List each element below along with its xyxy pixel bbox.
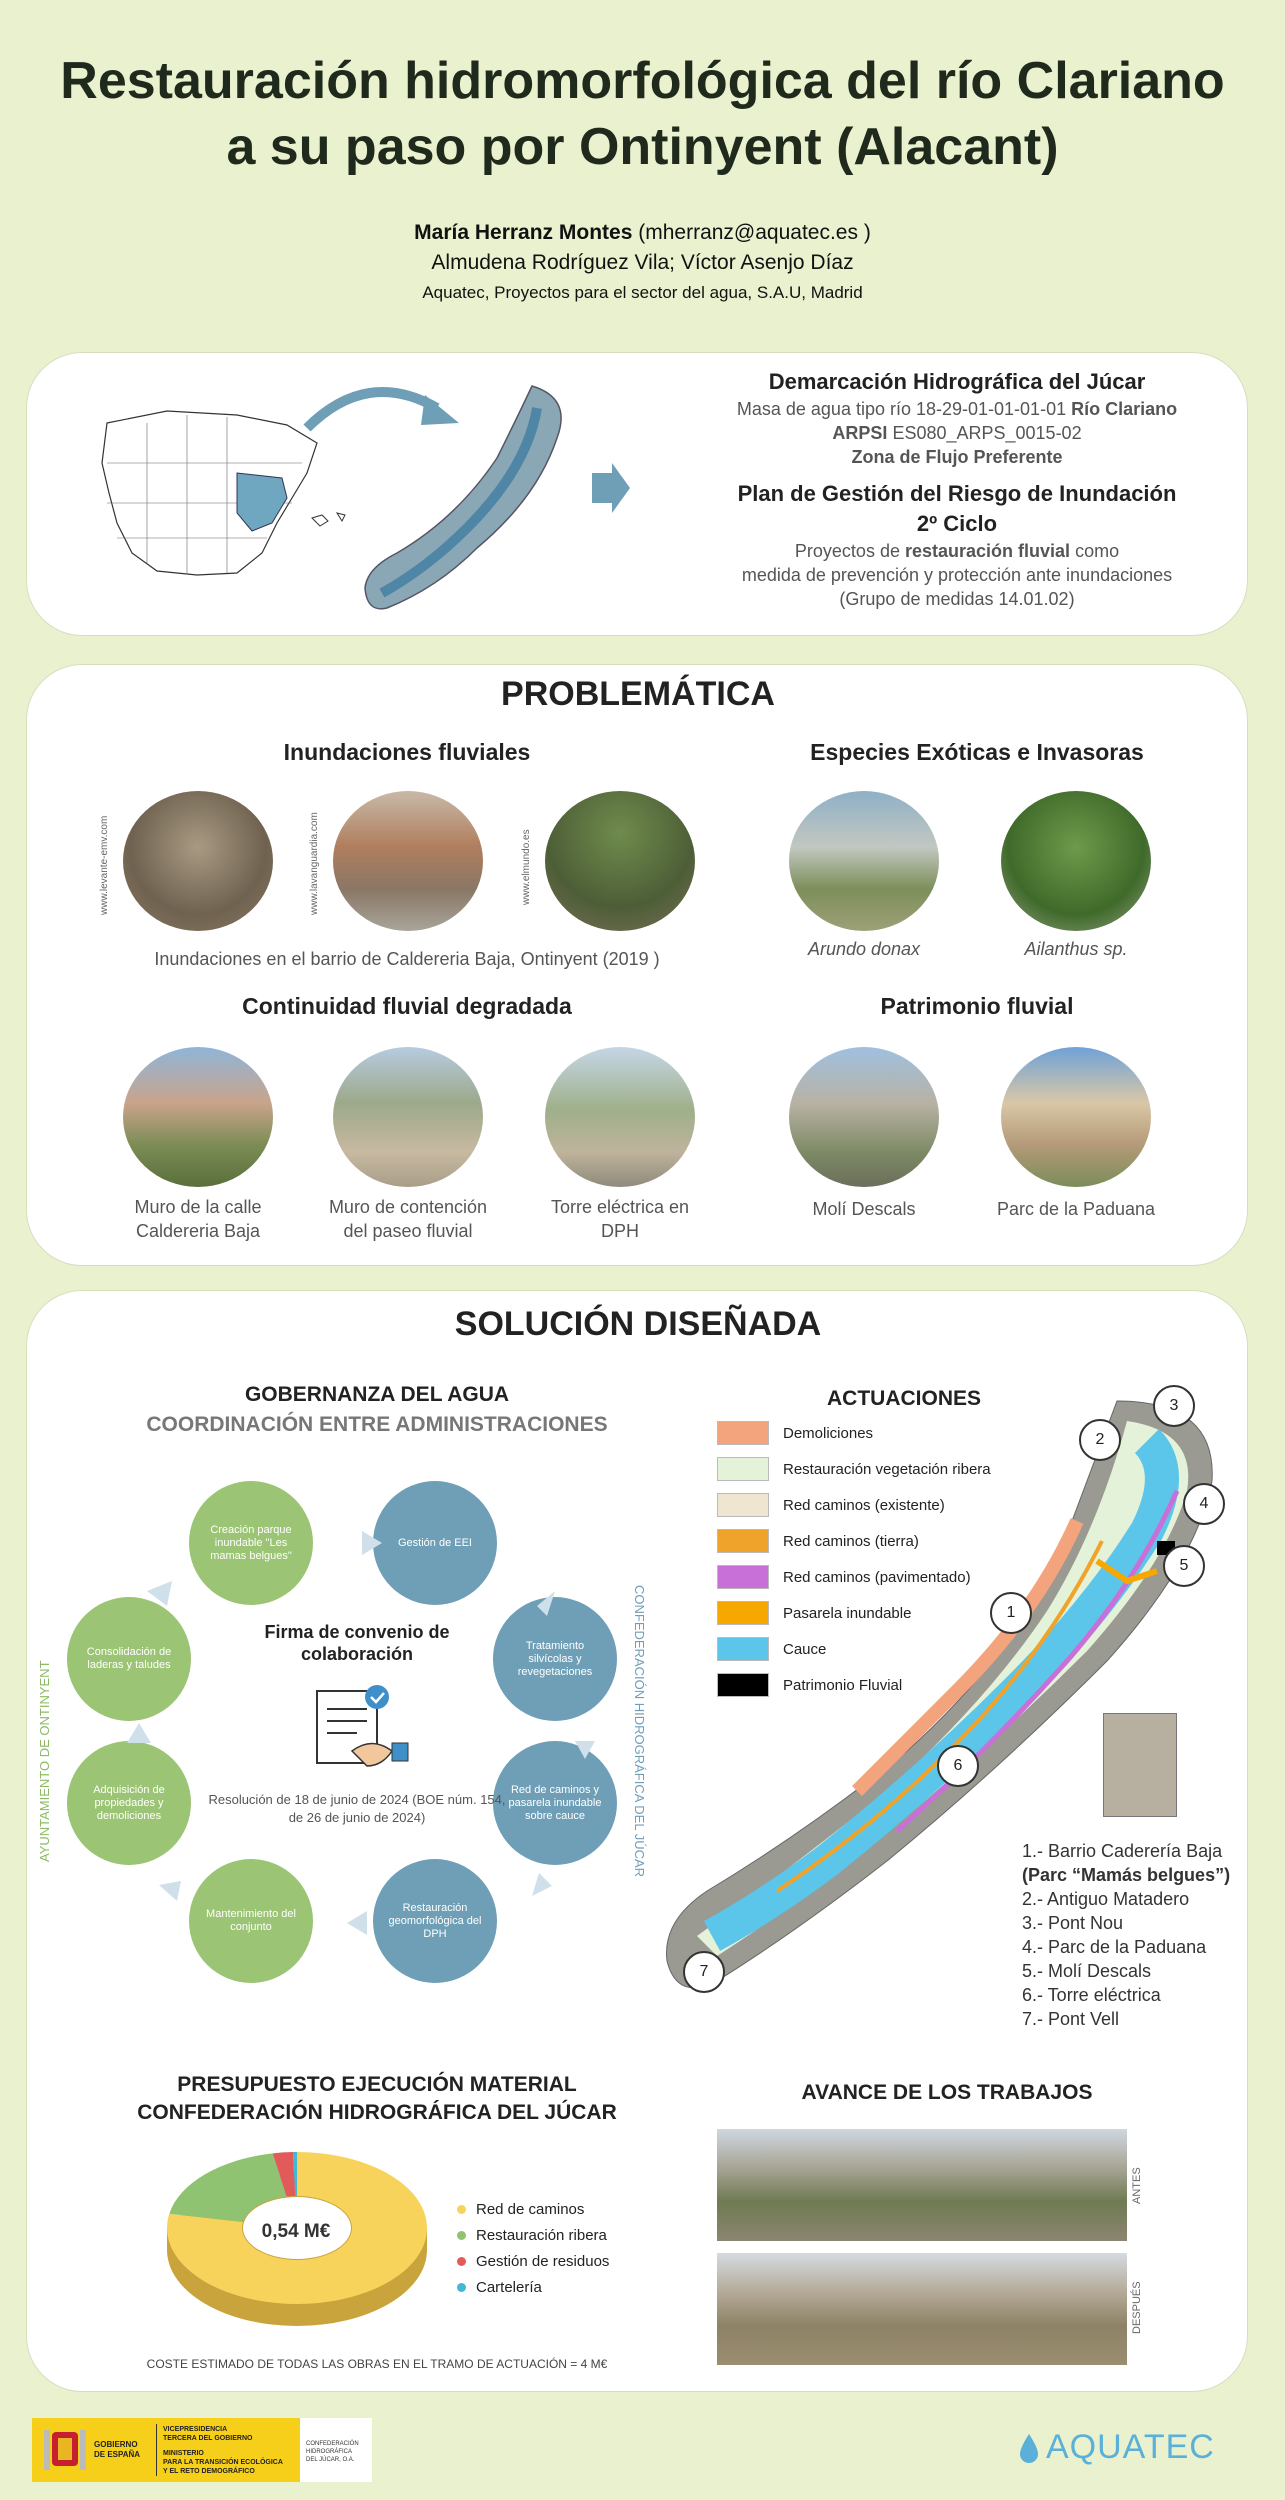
presupuesto-title xyxy=(87,2071,667,2127)
continuidad-item-1-line1: Muro de la calle xyxy=(134,1197,262,1217)
masa-name: Río Clariano xyxy=(1071,399,1178,419)
despues-photo xyxy=(717,2253,1127,2365)
legend-label: Patrimonio Fluvial xyxy=(783,1676,903,1694)
especies-title: Especies Exóticas e Invasoras xyxy=(810,739,1144,765)
legend-label: Red caminos (pavimentado) xyxy=(783,1568,971,1586)
legend-label: Demoliciones xyxy=(783,1424,874,1442)
place-3: 3.- Pont Nou xyxy=(1022,1913,1124,1933)
gobierno-text xyxy=(94,2440,150,2460)
continuidad-item-2 xyxy=(313,1195,503,1243)
legend-dot xyxy=(457,2205,466,2214)
inundaciones-title: Inundaciones fluviales xyxy=(283,739,531,765)
solucion-title: SOLUCIÓN DISEÑADA xyxy=(454,1305,822,1343)
places-list xyxy=(1022,1839,1242,2031)
arundo-photo xyxy=(789,791,939,931)
min-line-3: Y EL RETO DEMOGRÁFICO xyxy=(163,2467,255,2475)
donut-legend-item-2 xyxy=(457,2222,677,2248)
ayuntamiento-label: AYUNTAMIENTO DE ONTINYENT xyxy=(37,1660,52,1862)
water-drop-icon xyxy=(1018,2432,1040,2464)
plan-text-1c: como xyxy=(1075,541,1120,561)
paduana-photo xyxy=(1001,1047,1151,1187)
plan-text-1a: Proyectos de xyxy=(794,541,900,561)
intro-text xyxy=(667,367,1247,611)
place-6: 6.- Torre eléctrica xyxy=(1022,1985,1161,2005)
legend-label: Red caminos (tierra) xyxy=(783,1532,919,1550)
poster-title xyxy=(0,48,1285,180)
antes-label: ANTES xyxy=(1131,2167,1143,2205)
place-5: 5.- Molí Descals xyxy=(1022,1961,1152,1981)
map-marker-3: 3 xyxy=(1153,1385,1195,1427)
place-1: 1.- Barrio Caderería Baja xyxy=(1022,1841,1223,1861)
continuidad-item-3-line1: Torre eléctrica en xyxy=(550,1197,690,1217)
gobernanza-title: GOBERNANZA DEL AGUA xyxy=(244,1383,510,1406)
donut-legend-item-4 xyxy=(457,2274,677,2300)
divider xyxy=(156,2424,157,2476)
photo-credit-1: www.levante-emv.com xyxy=(99,815,110,915)
gobernanza-subtitle: COORDINACIÓN ENTRE ADMINISTRACIONES xyxy=(146,1413,608,1436)
actuaciones-title: ACTUACIONES xyxy=(827,1387,982,1410)
chj-line-3: DEL JÚCAR, O.A. xyxy=(306,2457,355,2463)
map-marker-1: 1 xyxy=(990,1592,1032,1634)
donut-legend-label: Red de caminos xyxy=(476,2200,585,2218)
title-line-2: a su paso por Ontinyent (Alacant) xyxy=(226,118,1059,176)
map-marker-4: 4 xyxy=(1183,1483,1225,1525)
authors-block xyxy=(0,218,1285,308)
place-2: 2.- Antiguo Matadero xyxy=(1022,1889,1190,1909)
cycle-node-consolidacion: Consolidación de laderas y taludes xyxy=(67,1597,191,1721)
legend-label: Restauración vegetación ribera xyxy=(783,1460,991,1478)
map-marker-6: 6 xyxy=(937,1745,979,1787)
cycle-node-tratamiento: Tratamiento silvícolas y revegetaciones xyxy=(493,1597,617,1721)
arpsi-line xyxy=(667,421,1247,445)
coat-of-arms-icon xyxy=(40,2422,90,2478)
continuidad-item-1 xyxy=(103,1195,293,1243)
patrimonio-title: Patrimonio fluvial xyxy=(880,993,1074,1019)
patrimonio-item-1: Molí Descals xyxy=(812,1199,916,1219)
moli-photo xyxy=(789,1047,939,1187)
muro-contencion-photo xyxy=(333,1047,483,1187)
aquatec-brand: AQUATEC xyxy=(1046,2428,1215,2466)
other-authors: Almudena Rodríguez Vila; Víctor Asenjo Díaz xyxy=(431,251,854,274)
budget-donut-chart xyxy=(157,2146,437,2346)
donut-legend-label: Gestión de residuos xyxy=(476,2252,610,2270)
presupuesto-title-2: CONFEDERACIÓN HIDROGRÁFICA DEL JÚCAR xyxy=(137,2101,617,2124)
continuidad-item-2-line1: Muro de contención xyxy=(328,1197,488,1217)
despues-label: DESPUÉS xyxy=(1131,2281,1143,2335)
legend-label: Pasarela inundable xyxy=(783,1604,912,1622)
ministerio-text xyxy=(163,2425,283,2476)
demarcacion-title: Demarcación Hidrográfica del Júcar xyxy=(768,369,1146,394)
chj-line-1: CONFEDERACIÓN xyxy=(306,2441,359,2447)
firma-text: Firma de convenio de colaboración xyxy=(264,1622,450,1664)
continuidad-title: Continuidad fluvial degradada xyxy=(242,993,572,1019)
affiliation: Aquatec, Proyectos para el sector del agua, S.A.U, Madrid xyxy=(422,283,863,302)
cycle-node-eei: Gestión de EEI xyxy=(373,1481,497,1605)
aquatec-logo xyxy=(1018,2428,1215,2467)
especie-2: Ailanthus sp. xyxy=(1024,939,1128,959)
presupuesto-title-1: PRESUPUESTO EJECUCIÓN MATERIAL xyxy=(177,2073,577,2096)
plan-text-3: (Grupo de medidas 14.01.02) xyxy=(839,589,1075,609)
flood-photo-2 xyxy=(333,791,483,931)
plan-text-2: medida de prevención y protección ante inundaciones xyxy=(741,565,1173,585)
title-line-1: Restauración hidromorfológica del río Clariano xyxy=(60,52,1225,110)
cycle-node-mantenimiento: Mantenimiento del conjunto xyxy=(189,1859,313,1983)
problematica-panel xyxy=(26,664,1248,1266)
chj-line-2: HIDROGRÁFICA xyxy=(306,2449,353,2455)
vice-line-2: TERCERA DEL GOBIERNO xyxy=(163,2434,253,2442)
legend-dot xyxy=(457,2283,466,2292)
plan-title-1: Plan de Gestión del Riesgo de Inundación xyxy=(737,481,1177,506)
masa-line xyxy=(667,397,1247,421)
arpsi-code: ES080_ARPS_0015-02 xyxy=(892,423,1082,443)
donut-center-label: 0,54 M€ xyxy=(261,2221,331,2242)
intro-panel xyxy=(26,352,1248,636)
plan-text-1 xyxy=(667,539,1247,563)
avance-title: AVANCE DE LOS TRABAJOS xyxy=(801,2081,1093,2104)
legend-label: Red caminos (existente) xyxy=(783,1496,945,1514)
map-marker-5: 5 xyxy=(1163,1545,1205,1587)
donut-legend-item-3 xyxy=(457,2248,677,2274)
zona-line: Zona de Flujo Preferente xyxy=(851,447,1063,467)
patrimonio-item-2: Parc de la Paduana xyxy=(996,1199,1156,1219)
vice-line-1: VICEPRESIDENCIA xyxy=(163,2425,228,2433)
river-aerial-image xyxy=(357,378,597,628)
muro-photo xyxy=(123,1047,273,1187)
gobierno-logo xyxy=(32,2418,300,2482)
place-1-park: (Parc “Mamás belgues”) xyxy=(1022,1865,1231,1885)
plan-text-1b: restauración fluvial xyxy=(904,541,1071,561)
photo-credit-2: www.lavanguardia.com xyxy=(309,812,320,915)
cycle-node-adquisicion: Adquisición de propiedades y demoliciones xyxy=(67,1741,191,1865)
author-line xyxy=(0,218,1285,248)
arpsi-label: ARPSI xyxy=(832,423,888,443)
photo-credit-3: www.elmundo.es xyxy=(521,829,532,905)
handshake-document-icon xyxy=(297,1681,417,1781)
continuidad-item-3-line2: DPH xyxy=(600,1221,639,1241)
min-line-2: PARA LA TRANSICIÓN ECOLÓGICA xyxy=(163,2458,283,2466)
flood-photo-3 xyxy=(545,791,695,931)
donut-legend-label: Restauración ribera xyxy=(476,2226,607,2244)
right-arrow-icon xyxy=(592,463,632,513)
cycle-node-parque: Creación parque inundable "Les mamas belgues" xyxy=(189,1481,313,1605)
place-4: 4.- Parc de la Paduana xyxy=(1022,1937,1207,1957)
solucion-panel xyxy=(26,1290,1248,2392)
donut-legend-label: Cartelería xyxy=(476,2278,542,2296)
legend-label: Cauce xyxy=(783,1640,827,1658)
especie-1: Arundo donax xyxy=(807,939,921,959)
confederacion-label: CONFEDERACIÓN HIDROGRÁFICA DEL JÚCAR xyxy=(632,1584,647,1878)
main-author: María Herranz Montes xyxy=(414,221,633,244)
continuidad-item-2-line2: del paseo fluvial xyxy=(343,1221,473,1241)
legend-dot xyxy=(457,2231,466,2240)
continuidad-item-3 xyxy=(525,1195,715,1243)
mamas-belgues-photo xyxy=(1103,1713,1177,1817)
map-marker-2: 2 xyxy=(1079,1419,1121,1461)
coste-note: COSTE ESTIMADO DE TODAS LAS OBRAS EN EL TRAMO DE ACTUACIÓN = 4 M€ xyxy=(146,2357,608,2371)
legend-dot xyxy=(457,2257,466,2266)
gov-line-2: DE ESPAÑA xyxy=(94,2450,141,2459)
cycle-node-restauracion: Restauración geomorfológica del DPH xyxy=(373,1859,497,1983)
problematica-title: PROBLEMÁTICA xyxy=(501,675,775,713)
min-line-1: MINISTERIO xyxy=(163,2449,204,2457)
map-marker-7: 7 xyxy=(683,1951,725,1993)
gov-line-1: GOBIERNO xyxy=(94,2440,138,2449)
place-7: 7.- Pont Vell xyxy=(1022,2009,1120,2029)
chj-logo xyxy=(300,2418,372,2482)
resolucion-text: Resolución de 18 de junio de 2024 (BOE núm. 154, de 26 de junio de 2024) xyxy=(208,1792,506,1825)
cycle-node-caminos: Red de caminos y pasarela inundable sobre cauce xyxy=(493,1741,617,1865)
ailanthus-photo xyxy=(1001,791,1151,931)
masa-prefix: Masa de agua tipo río 18-29-01-01-01-01 xyxy=(736,399,1067,419)
donut-legend xyxy=(457,2196,677,2300)
flood-photo-1 xyxy=(123,791,273,931)
author-email: (mherranz@aquatec.es ) xyxy=(638,221,871,244)
torre-photo xyxy=(545,1047,695,1187)
donut-legend-item-1 xyxy=(457,2196,677,2222)
plan-title-2: 2º Ciclo xyxy=(916,511,998,536)
continuidad-item-1-line2: Caldereria Baja xyxy=(135,1221,261,1241)
antes-photo xyxy=(717,2129,1127,2241)
inundaciones-caption: Inundaciones en el barrio de Caldereria Baja, Ontinyent (2019 ) xyxy=(154,949,660,969)
